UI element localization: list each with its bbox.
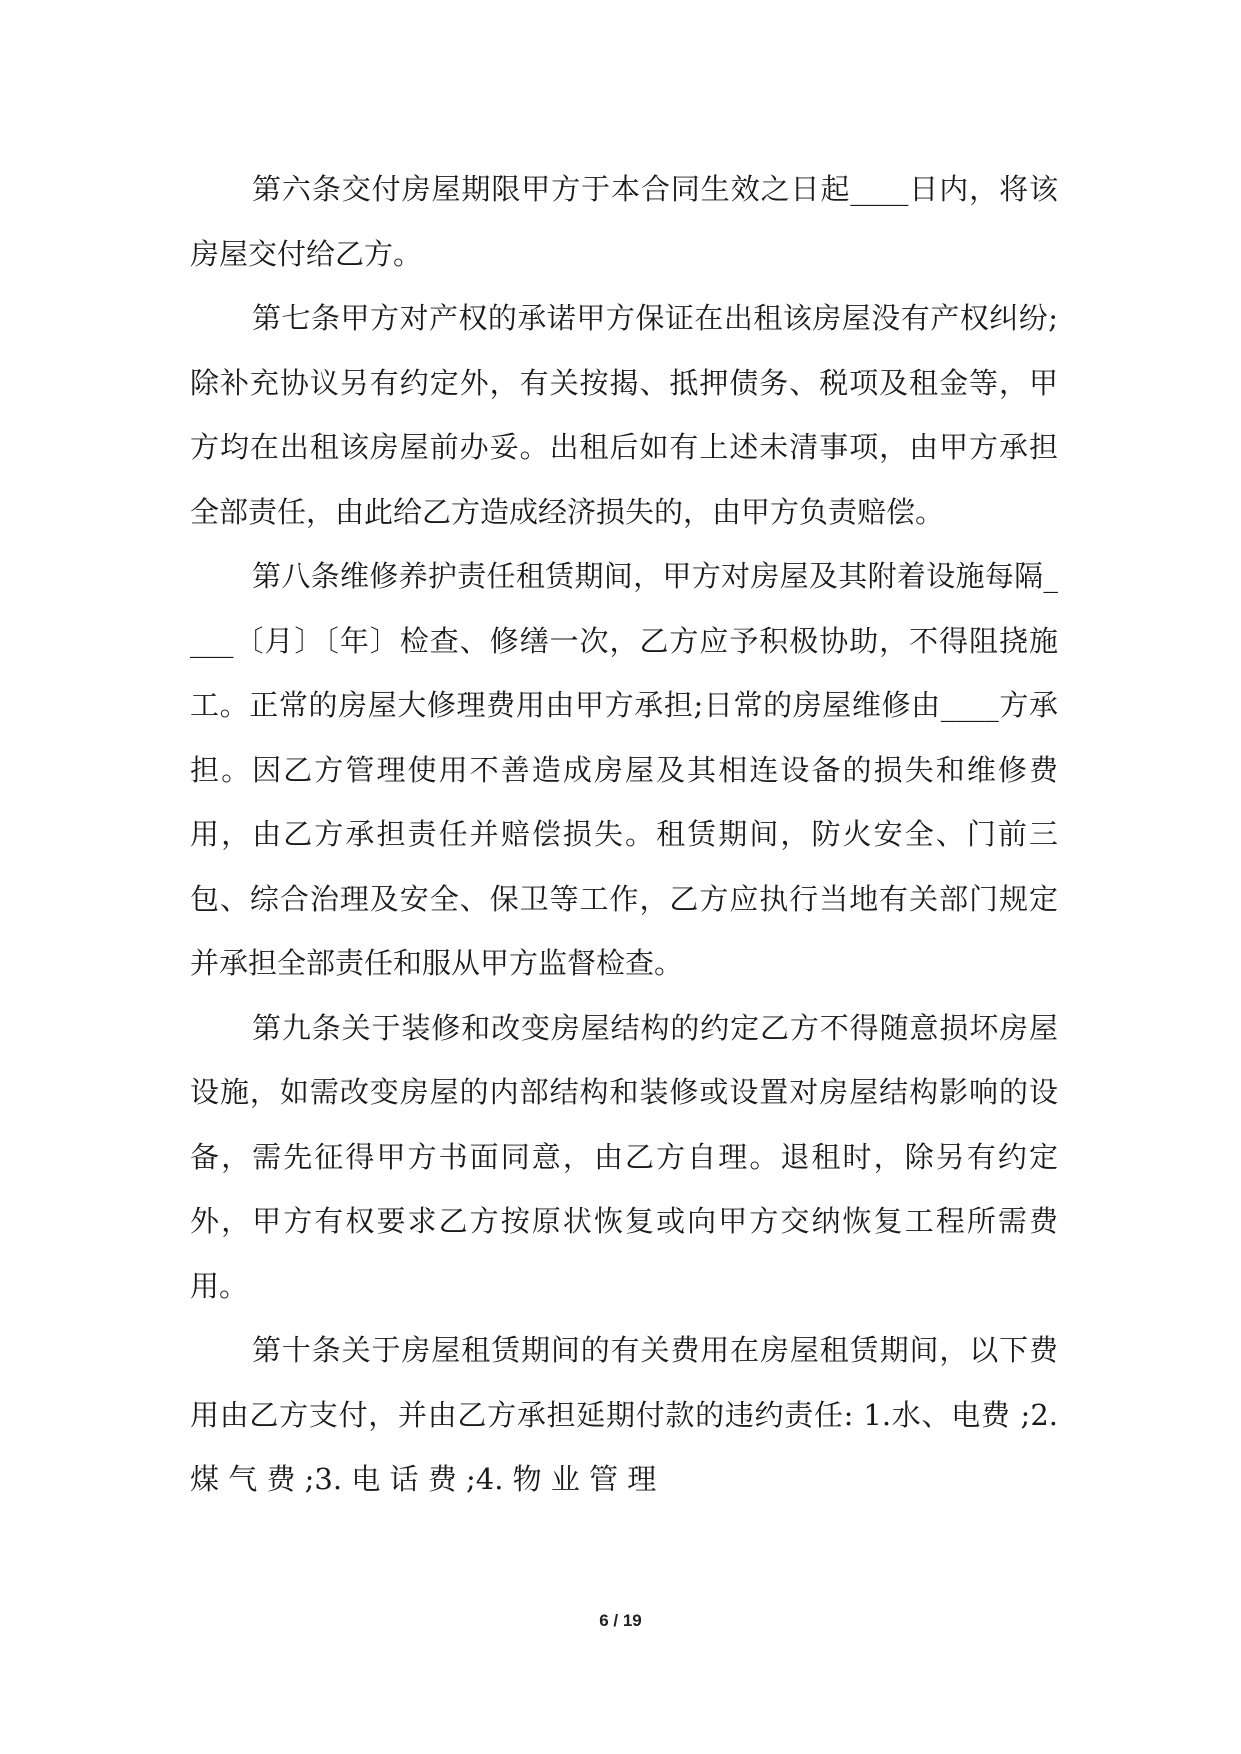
- clause-6-paragraph: 第六条交付房屋期限甲方于本合同生效之日起____日内，将该房屋交付给乙方。: [190, 172, 1058, 271]
- document-body: [190, 157, 1058, 1512]
- clause-10-paragraph: 第十条关于房屋租赁期间的有关费用在房屋租赁期间，以下费用由乙方支付，并由乙方承担延期付款的违约责任: 1.水、电费 ;2. 煤 气 费 ;3. 电 话 费 ;4. 物 业 管 理: [190, 1333, 1058, 1496]
- page-number: 6 / 19: [599, 1611, 642, 1630]
- clause-8-paragraph: 第八条维修养护责任租赁期间，甲方对房屋及其附着设施每隔____〔月〕〔年〕检查、修缮一次，乙方应予积极协助，不得阻挠施工。正常的房屋大修理费用由甲方承担;日常的房屋维修由____方承担。因乙方管理使用不善造成房屋及其相连设备的损失和维修费用，由乙方承担责任并赔偿损失。租赁期间，防火安全、门前三包、综合治理及安全、保卫等工作，乙方应执行当地有关部门规定并承担全部责任和服从甲方监督检查。: [190, 559, 1058, 980]
- clause-9-paragraph: 第九条关于装修和改变房屋结构的约定乙方不得随意损坏房屋设施，如需改变房屋的内部结构和装修或设置对房屋结构影响的设备，需先征得甲方书面同意，由乙方自理。退租时，除另有约定外，甲方有权要求乙方按原状恢复或向甲方交纳恢复工程所需费用。: [190, 1010, 1058, 1303]
- clause-7-paragraph: 第七条甲方对产权的承诺甲方保证在出租该房屋没有产权纠纷;除补充协议另有约定外，有关按揭、抵押债务、税项及租金等，甲方均在出租该房屋前办妥。出租后如有上述未清事项，由甲方承担全部责任，由此给乙方造成经济损失的，由甲方负责赔偿。: [190, 301, 1058, 529]
